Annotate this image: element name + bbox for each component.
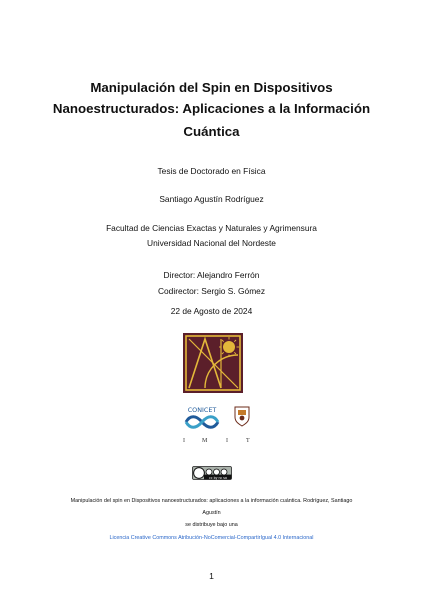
- cc-badge-text: cc by nc sa: [209, 475, 227, 480]
- university: Universidad Nacional del Nordeste: [147, 238, 276, 248]
- cc-license-badge: [192, 466, 232, 480]
- thesis-type: Tesis de Doctorado en Física: [157, 166, 266, 176]
- license-citation: Manipulación del spin en Dispositivos nanoestructurados: aplicaciones a la información cuántica. Rodríguez, Santiago: [70, 498, 353, 504]
- title-line-1: Manipulación del Spin en Dispositivos: [90, 80, 333, 95]
- unne-crest-icon: [233, 405, 251, 427]
- license-distributed: se distribuye bajo una: [185, 522, 238, 528]
- codirector: Codirector: Sergio S. Gómez: [157, 286, 266, 296]
- date: 22 de Agosto de 2024: [170, 306, 253, 316]
- imit-letter-m: M: [202, 438, 208, 444]
- author: Santiago Agustín Rodríguez: [159, 194, 264, 204]
- conicet-logo: [180, 405, 224, 431]
- conicet-logo-text: CONICET: [187, 406, 217, 414]
- page-number: 1: [209, 571, 214, 581]
- imit-letter-t: T: [246, 438, 250, 444]
- imit-letter-i-2: I: [226, 438, 228, 444]
- imit-logo: [183, 333, 243, 393]
- imit-letter-i: I: [183, 438, 185, 444]
- director: Director: Alejandro Ferrón: [163, 270, 260, 280]
- title-line-3: Cuántica: [183, 124, 240, 139]
- license-citation-cont: Agustín: [202, 510, 221, 516]
- title-line-2: Nanoestructurados: Aplicaciones a la Información: [52, 101, 371, 116]
- license-link[interactable]: Licencia Creative Commons Atribución-NoComercial-CompartirIgual 4.0 Internacional: [109, 535, 314, 541]
- faculty: Facultad de Ciencias Exactas y Naturales y Agrimensura: [106, 223, 317, 233]
